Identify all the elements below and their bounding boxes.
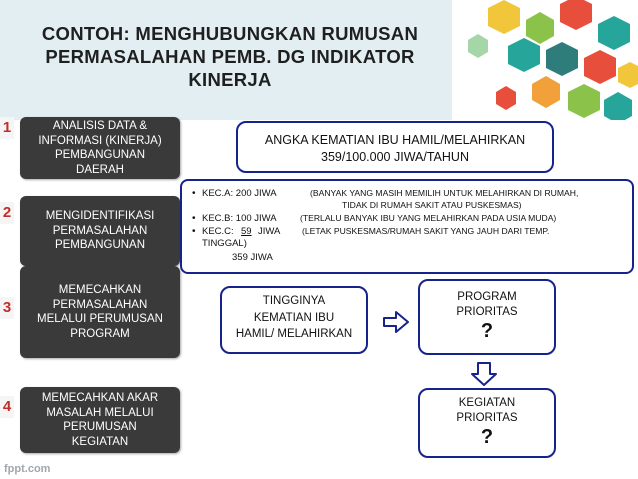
title-line-2: PERMASALAHAN PEMB. DG INDIKATOR <box>45 46 415 67</box>
step-number-3: 3 <box>0 297 14 319</box>
problem-line-2: KEMATIAN IBU <box>253 311 335 324</box>
step-4-line-2: MASALAH MELALUI <box>46 406 154 419</box>
title-line-3: KINERJA <box>188 69 272 90</box>
program-prioritas-box <box>418 279 556 355</box>
indicator-line-2: 359/100.000 JIWA/TAHUN <box>321 150 469 164</box>
page-title <box>20 22 440 91</box>
indicator-line-1: ANGKA KEMATIAN IBU HAMIL/MELAHIRKAN <box>264 133 526 147</box>
step-box-mengidentifikasi <box>20 196 180 266</box>
kegiatan-prioritas-box <box>418 388 556 458</box>
problem-box <box>220 286 368 354</box>
indicator-box <box>236 121 554 173</box>
step-box-memecahkan-program <box>20 266 180 358</box>
kec-b-note: (TERLALU BANYAK IBU YANG MELAHIRKAN PADA USIA MUDA) <box>300 213 557 223</box>
kegiatan-question-mark: ? <box>480 426 494 448</box>
step-3-line-4: PROGRAM <box>70 327 130 340</box>
kecamatan-breakdown-box <box>180 179 634 274</box>
step-number-4: 4 <box>0 396 14 418</box>
kec-b-label: KEC.B: 100 JIWA <box>202 213 277 224</box>
step-number-1: 1 <box>0 117 14 139</box>
step-box-memecahkan-akar <box>20 387 180 453</box>
step-1-line-1: ANALISIS DATA & <box>52 120 148 132</box>
step-1-line-3: PEMBANGUNAN <box>54 149 146 161</box>
step-2-line-3: PEMBANGUNAN <box>54 239 146 252</box>
bullet-b: • <box>192 213 196 224</box>
kec-c-suffix: JIWA <box>258 226 281 237</box>
kec-c-value: 59 <box>241 226 252 237</box>
program-question-mark: ? <box>480 320 494 342</box>
arrow-right-icon <box>383 311 409 333</box>
kec-c-note-2: TINGGAL) <box>202 238 247 249</box>
step-4-line-3: PERUMUSAN KEGIATAN <box>63 421 137 448</box>
step-box-analisis <box>20 117 180 179</box>
footer-brand: fppt.com <box>4 463 51 475</box>
bullet-c: • <box>192 226 196 237</box>
step-4-line-1: MEMECAHKAN AKAR <box>41 392 159 404</box>
kec-total: 359 JIWA <box>232 252 273 263</box>
step-3-line-3: MELALUI PERUMUSAN <box>37 313 163 325</box>
kegiatan-line-1: KEGIATAN <box>458 397 516 409</box>
step-number-2: 2 <box>0 202 14 224</box>
program-line-2: PRIORITAS <box>456 306 518 318</box>
step-3-line-2: PERMASALAHAN <box>52 298 148 311</box>
step-2-line-1: MENGIDENTIFIKASI <box>45 210 155 223</box>
kec-a-note-1: (BANYAK YANG MASIH MEMILIH UNTUK MELAHIRKAN DI RUMAH, <box>310 188 579 198</box>
arrow-down-icon <box>471 362 497 386</box>
step-3-line-1: MEMECAHKAN <box>58 284 142 296</box>
kec-c-prefix: KEC.C: <box>202 226 234 237</box>
kec-a-note-2: TIDAK DI RUMAH SAKIT ATAU PUSKESMAS) <box>342 200 522 210</box>
program-line-1: PROGRAM <box>457 291 517 303</box>
step-1-line-4: DAERAH <box>76 163 124 176</box>
step-2-line-2: PERMASALAHAN <box>52 224 148 237</box>
decorative-hexagons <box>448 0 638 120</box>
kec-a-label: KEC.A: 200 JIWA <box>202 188 277 199</box>
problem-line-3: HAMIL/ MELAHIRKAN <box>235 328 353 340</box>
problem-line-1: TINGGINYA <box>262 295 326 307</box>
title-line-1: CONTOH: MENGHUBUNGKAN RUMUSAN <box>41 23 419 44</box>
bullet-a: • <box>192 188 196 199</box>
step-1-line-2: INFORMASI (KINERJA) <box>38 134 162 147</box>
kec-c-note: (LETAK PUSKESMAS/RUMAH SAKIT YANG JAUH DARI TEMP. <box>302 226 550 236</box>
kegiatan-line-2: PRIORITAS <box>456 412 518 424</box>
